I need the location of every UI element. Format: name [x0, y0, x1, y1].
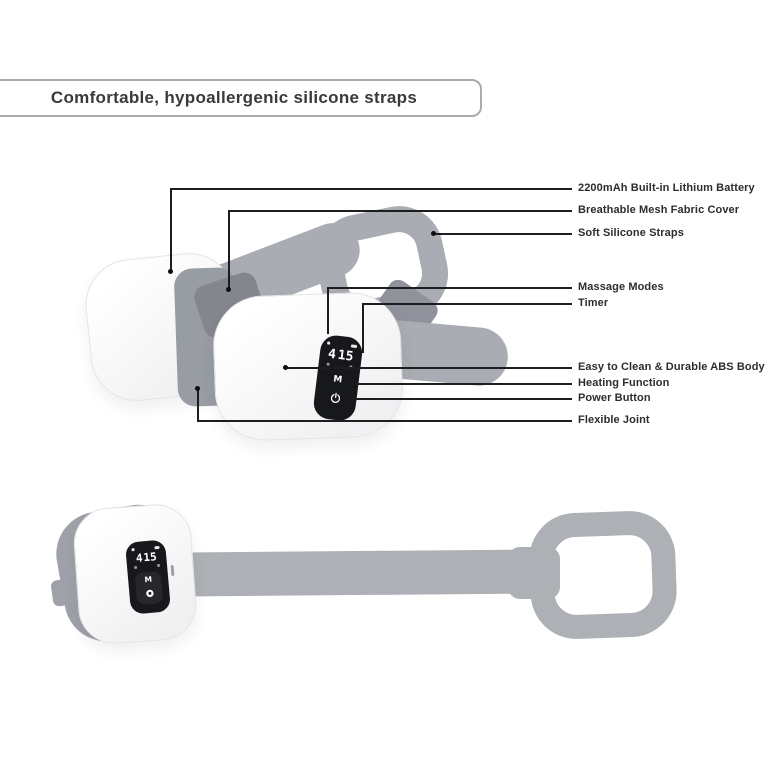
led-display [327, 348, 354, 364]
callout-line-modes-drop [327, 287, 329, 334]
led-display-flat [135, 551, 157, 564]
callout-dot-battery [168, 269, 173, 274]
callout-dot-straps [431, 231, 436, 236]
control-panel-flat [125, 539, 171, 614]
callout-line-timer [362, 303, 572, 305]
label-timer: Timer [578, 297, 609, 309]
callout-line-timer-drop [362, 303, 364, 353]
callout-line-joint-rise [197, 390, 199, 420]
timer-indicator-icon [327, 341, 330, 344]
callout-line-straps [435, 233, 572, 235]
callout-line-heating [356, 383, 572, 385]
timer-digits: 15 [336, 347, 355, 365]
callout-line-mesh [228, 210, 572, 212]
battery-indicator-icon [154, 546, 159, 549]
button-cluster [135, 571, 164, 605]
mode-digit: 4 [135, 551, 144, 565]
mode-digit: 4 [327, 346, 337, 363]
label-abs: Easy to Clean & Durable ABS Body [578, 361, 765, 373]
flat-strap-nub [50, 579, 69, 607]
power-icon [143, 587, 155, 599]
callout-line-battery [170, 188, 572, 190]
label-modes: Massage Modes [578, 281, 664, 293]
label-straps: Soft Silicone Straps [578, 227, 684, 239]
callout-line-power [352, 398, 572, 400]
feature-banner-text: Comfortable, hypoallergenic silicone straps [50, 88, 418, 107]
callout-line-modes [327, 287, 572, 289]
callout-dot-mesh [226, 287, 231, 292]
label-power: Power Button [578, 392, 651, 404]
label-battery: 2200mAh Built-in Lithium Battery [578, 182, 755, 194]
callout-line-battery-drop [170, 188, 172, 271]
label-mesh: Breathable Mesh Fabric Cover [578, 204, 740, 216]
callout-dot-joint [195, 386, 200, 391]
flat-strap-loop [528, 509, 678, 640]
label-heating: Heating Function [578, 377, 670, 389]
timer-indicator-icon [131, 548, 134, 551]
feature-banner [0, 79, 482, 117]
power-icon [329, 391, 342, 404]
mode-button: M [332, 374, 343, 386]
callout-line-mesh-drop [228, 210, 230, 289]
timer-digits: 15 [142, 550, 158, 565]
flat-strap-band [180, 549, 540, 596]
callout-line-joint [197, 420, 572, 422]
callout-line-abs [287, 367, 572, 369]
battery-indicator-icon [351, 344, 357, 348]
mode-button: M [144, 574, 153, 585]
label-joint: Flexible Joint [578, 414, 650, 426]
callout-dot-abs [283, 365, 288, 370]
